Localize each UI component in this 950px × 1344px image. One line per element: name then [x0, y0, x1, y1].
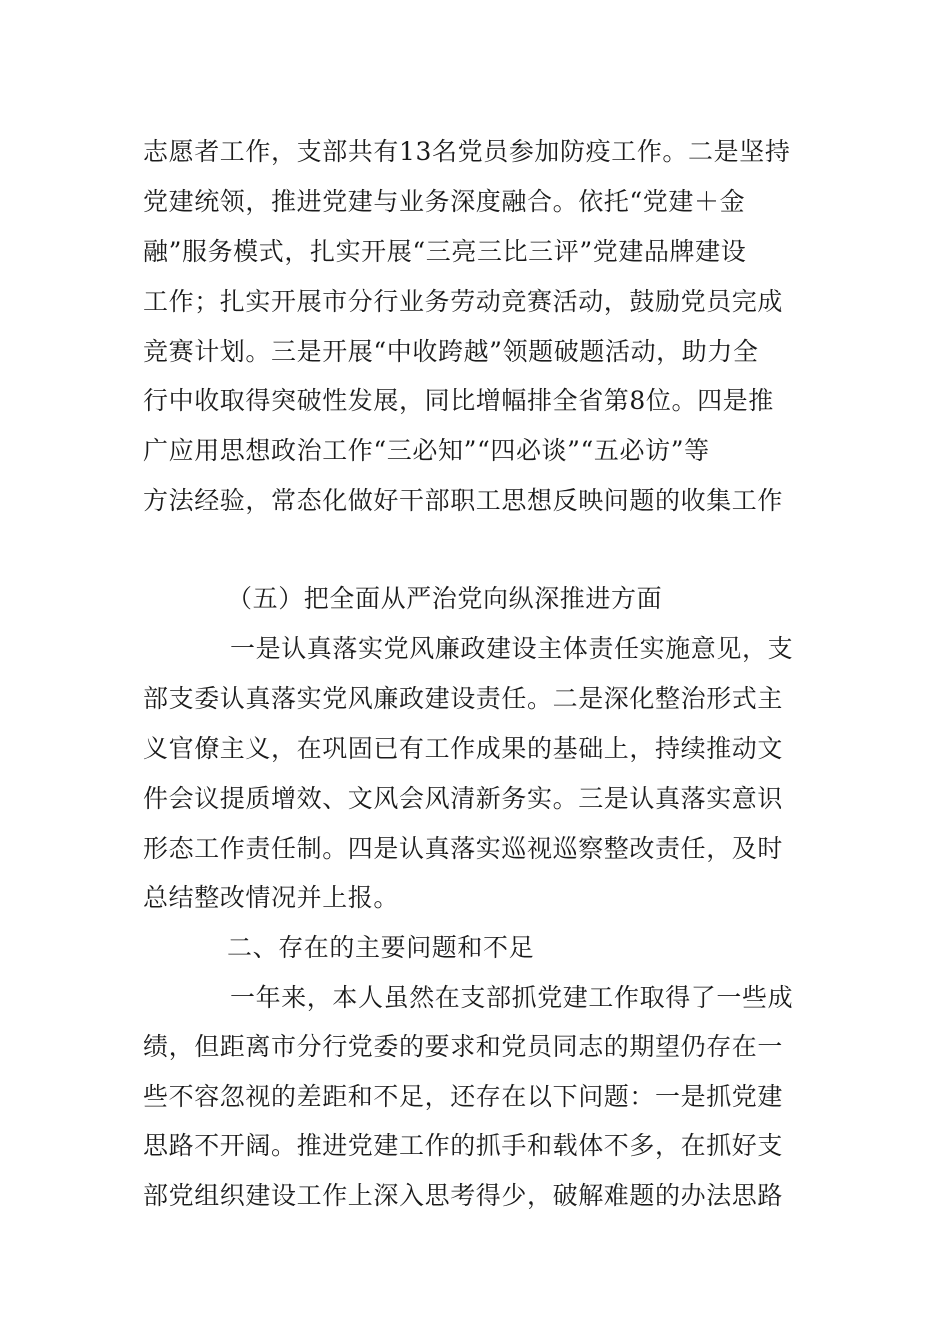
- paragraph-line: 绩，但距离市分行党委的要求和党员同志的期望仍存在一: [143, 1032, 784, 1061]
- paragraph-line: 义官僚主义，在巩固已有工作成果的基础上，持续推动文: [143, 734, 784, 763]
- paragraph-line: 部党组织建设工作上深入思考得少，破解难题的办法思路: [143, 1181, 784, 1210]
- paragraph-line: 行中收取得突破性发展，同比增幅排全省第8位。四是推: [143, 386, 774, 415]
- paragraph-line: 件会议提质增效、文风会风清新务实。三是认真落实意识: [143, 784, 784, 813]
- paragraph-line: 一是认真落实党风廉政建设主体责任实施意见，支: [230, 634, 794, 663]
- paragraph-line: 形态工作责任制。四是认真落实巡视巡察整改责任，及时: [143, 834, 784, 863]
- paragraph-line: 总结整改情况并上报。: [143, 883, 400, 912]
- paragraph-line: 融”服务模式，扎实开展“三亮三比三评”党建品牌建设: [143, 237, 747, 266]
- section-heading: 二、存在的主要问题和不足: [227, 933, 535, 962]
- paragraph-line: 志愿者工作，支部共有13名党员参加防疫工作。二是坚持: [143, 137, 791, 166]
- paragraph-line: 党建统领，推进党建与业务深度融合。依托“党建＋金: [143, 187, 746, 216]
- paragraph-line: 广应用思想政治工作“三必知”“四必谈”“五必访”等: [143, 436, 710, 465]
- section-heading: （五）把全面从严治党向纵深推进方面: [227, 584, 663, 613]
- paragraph-line: 思路不开阔。推进党建工作的抓手和载体不多，在抓好支: [143, 1131, 784, 1160]
- paragraph-line: 些不容忽视的差距和不足，还存在以下问题：一是抓党建: [143, 1082, 784, 1111]
- paragraph-line: 一年来，本人虽然在支部抓党建工作取得了一些成: [230, 983, 794, 1012]
- paragraph-line: 竞赛计划。三是开展“中收跨越”领题破题活动，助力全: [143, 337, 759, 366]
- paragraph-line: 方法经验，常态化做好干部职工思想反映问题的收集工作: [143, 486, 784, 515]
- paragraph-line: 工作；扎实开展市分行业务劳动竞赛活动，鼓励党员完成: [143, 287, 784, 316]
- paragraph-line: 部支委认真落实党风廉政建设责任。二是深化整治形式主: [143, 684, 784, 713]
